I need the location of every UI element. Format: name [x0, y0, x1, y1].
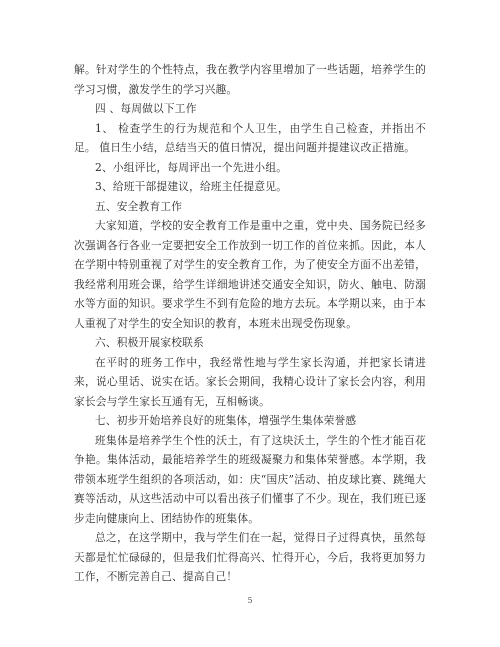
paragraph-conclusion: 总之，在这学期中，我与学生们在一起，觉得日子过得真快，虽然每天都是忙忙碌碌的，但是我们忙得高兴、忙得开心，今后，我将更加努力工作，不断完善自己、提高自己！ [74, 531, 426, 583]
page-number: 5 [247, 596, 253, 605]
section-heading-safety-education: 五、安全教育工作 [95, 199, 183, 213]
list-item-group-evaluation: 2、小组评比，每周评出一个先进小组。 [95, 160, 288, 174]
paragraph-continued: 解。针对学生的个性特点，我在教学内容里增加了一些话题，培养学生的学习习惯，激发学生的学习兴趣。 [74, 63, 426, 96]
document-body [74, 60, 426, 587]
paragraph-safety-education: 大家知道，学校的安全教育工作是重中之重，党中央、国务院已经多次强调各行各业一定要把安全工作放到一切工作的首位来抓。因此，本人在学期中特别重视了对学生的安全教育工作，为了使安全方面不出差错，我经常利用班会课，给学生详细地讲述交通安全知识，防火、触电、防溺水等方面的知识。要求学生不到有危险的地方去玩。本学期以来，由于本人重视了对学生的安全知识的教育，本班未出现受伤现象。 [74, 219, 426, 330]
section-heading-class-collective: 七、初步开始培养良好的班集体，增强学生集体荣誉感 [95, 414, 357, 427]
section-heading-home-school: 六、积极开展家校联系 [95, 336, 204, 349]
list-item-inspection: 1、 检查学生的行为规范和个人卫生，由学生自己检查，并指出不足。 值日生小结，总结当天的值日情况，提出问题并提建议改正措施。 [74, 121, 426, 154]
paragraph-home-school: 在平时的班务工作中，我经常性地与学生家长沟通，并把家长请进来，说心里话、说实在话。家长会期间，我精心设计了家长会内容，利用家长会与学生家长互通有无，互相畅谈。 [74, 355, 426, 408]
section-heading-weekly-work: 四 、每周做以下工作 [95, 102, 197, 115]
list-item-suggestions: 3、给班干部提建议，给班主任提意见。 [95, 180, 288, 193]
paragraph-class-collective: 班集体是培养学生个性的沃土，有了这块沃土，学生的个性才能百花争艳。集体活动，最能培养学生的班级凝聚力和集体荣誉感。本学期，我带领本班学生组织的各项活动，如：庆“国庆”活动、拍皮球比赛、跳绳大赛等活动，从这些活动中可以看出孩子们懂事了不少。现在，我们班已逐步走向健康向上、团结协作的班集体。 [74, 433, 426, 525]
